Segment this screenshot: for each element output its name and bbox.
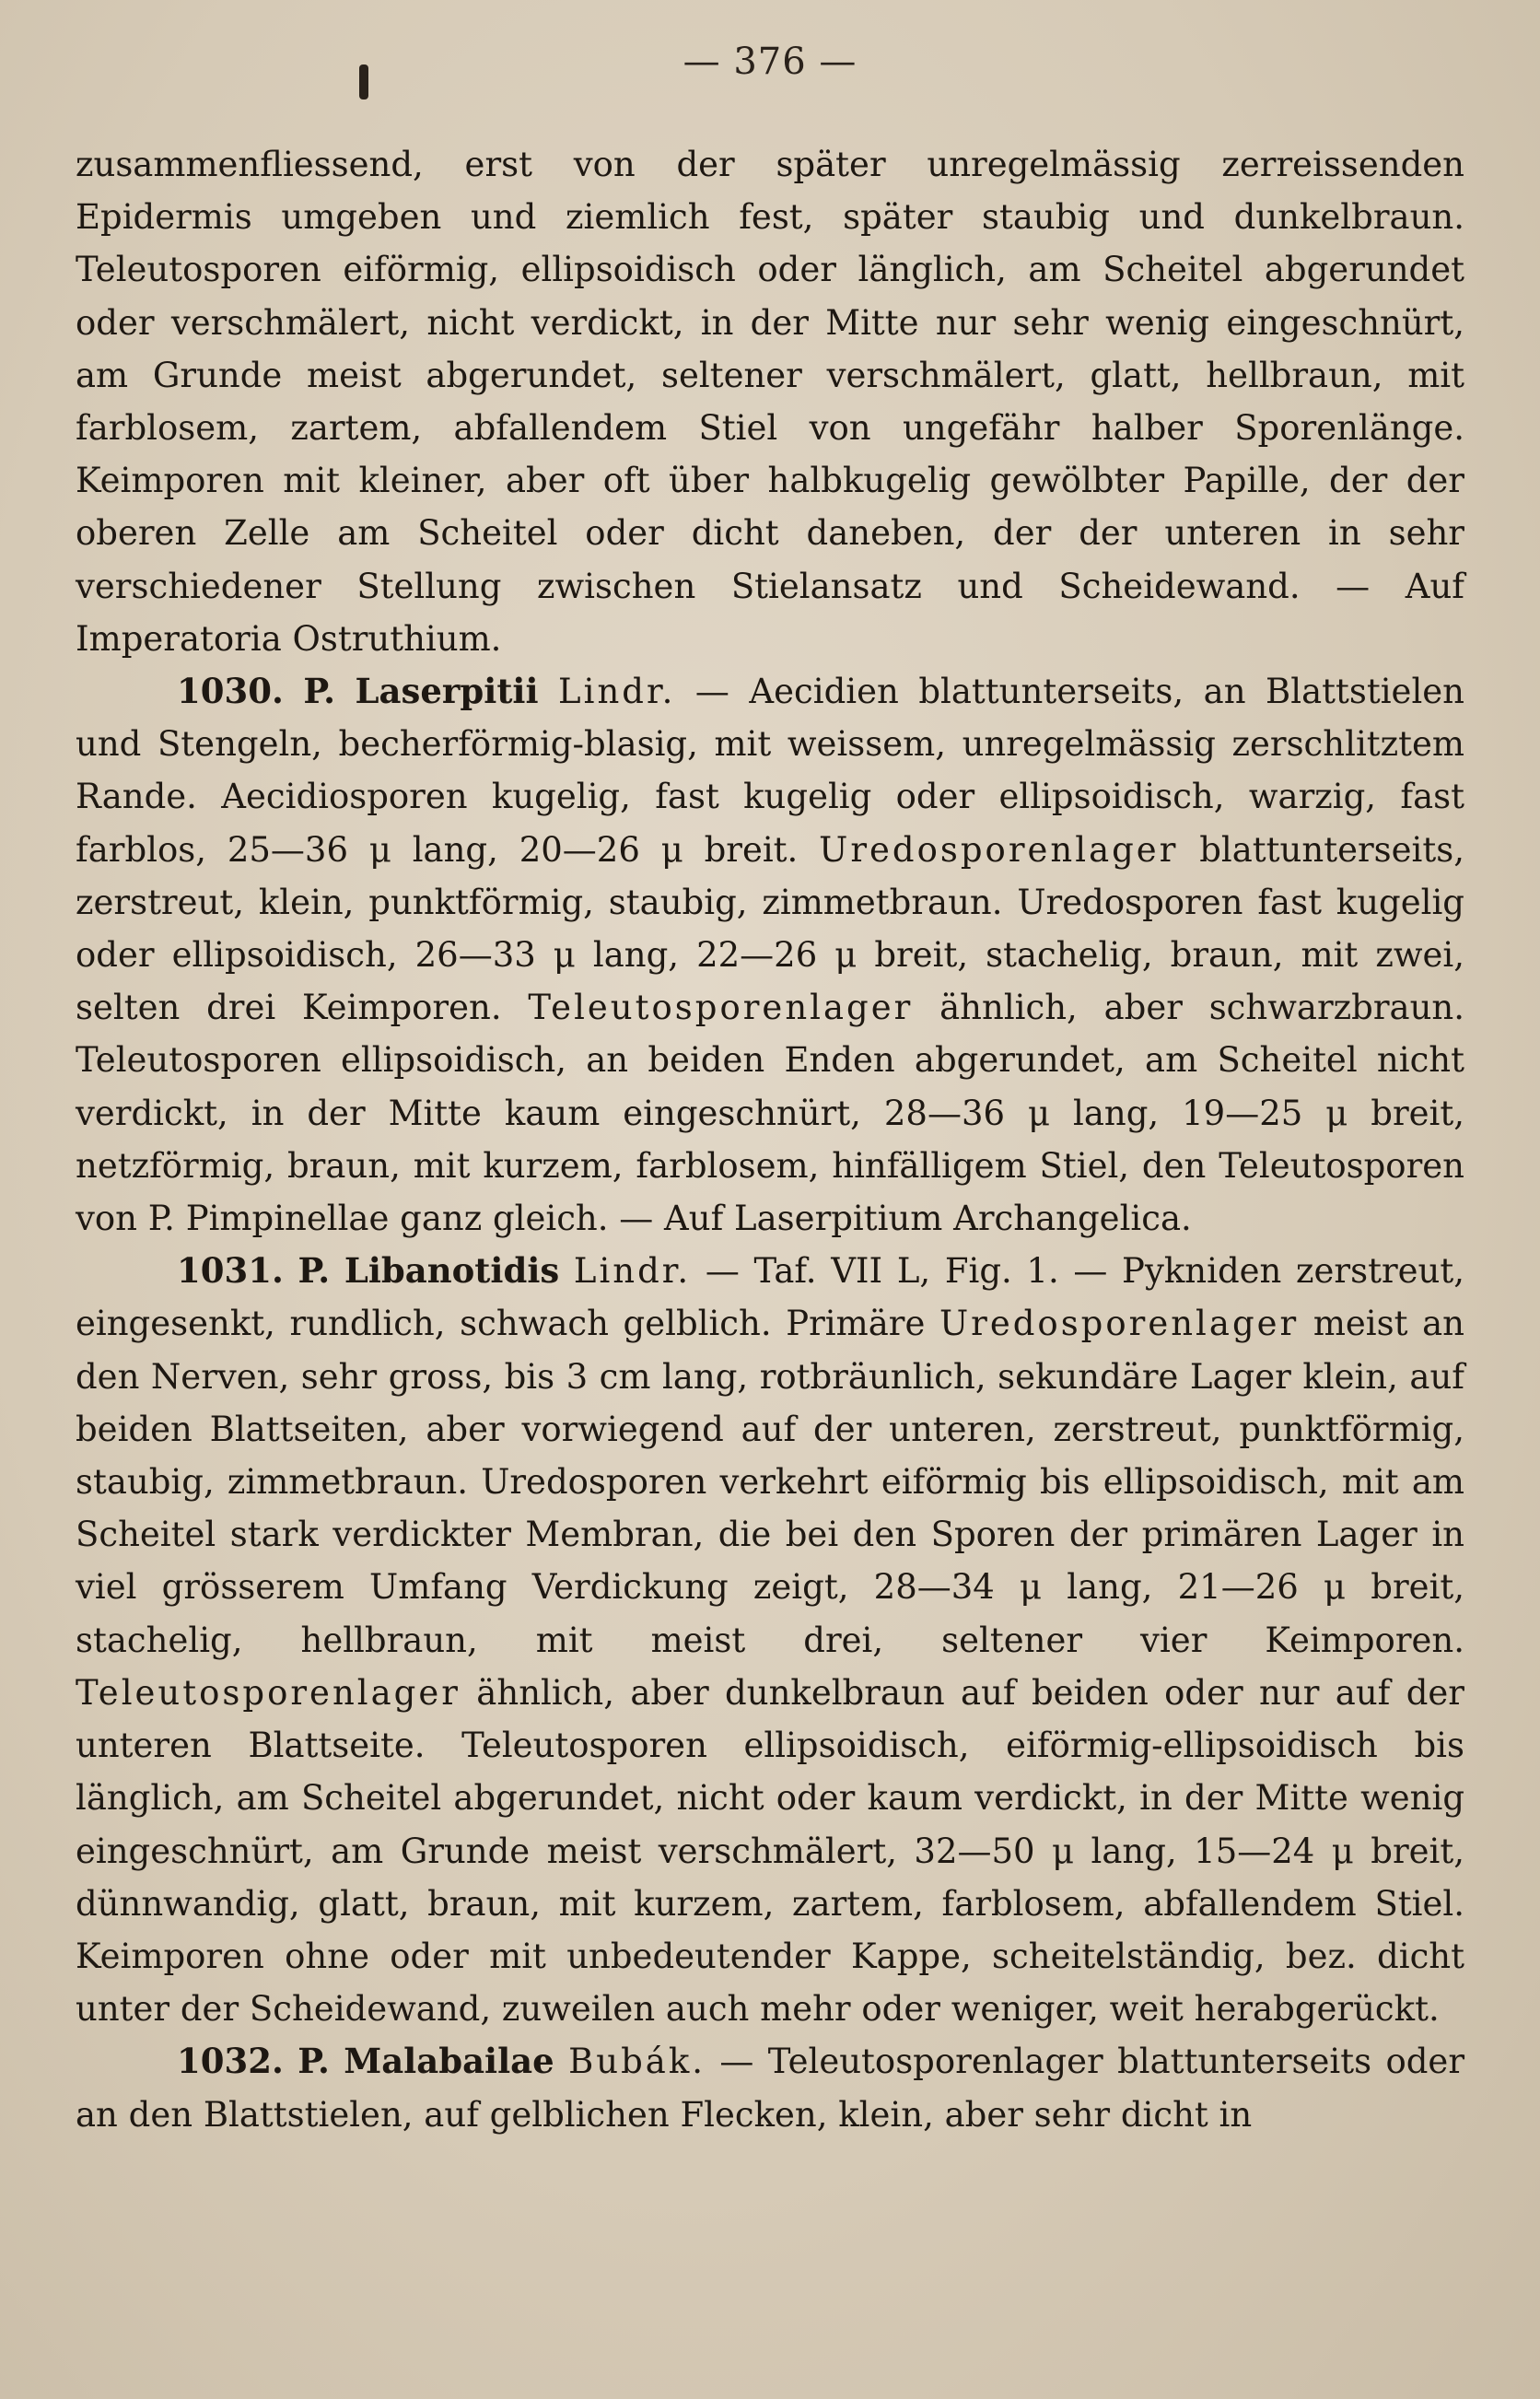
- spaced-term: Teleutosporenlager: [76, 1672, 461, 1713]
- species-name: Libanotidis: [344, 1250, 560, 1292]
- author-name: Bubák.: [568, 2042, 706, 2082]
- entry-1031: [76, 1245, 1464, 2035]
- author-name: Lindr.: [573, 1251, 692, 1292]
- genus-abbrev: P.: [298, 2041, 330, 2082]
- body-text: [76, 138, 1464, 2141]
- entry-number: 1032.: [177, 2041, 284, 2082]
- entry-1032: [76, 2035, 1464, 2140]
- entry-number: 1030.: [177, 671, 284, 712]
- entry-text: — Teleutosporenlager blattunterseits oder an den Blattstielen, auf gelblichen Flecken, klein, aber sehr dicht in: [76, 2042, 1465, 2135]
- entry-text: — Taf. VII L, Fig. 1. — Pykniden zerstreut, eingesenkt, rundlich, schwach gelblich. Primäre: [76, 1251, 1464, 1344]
- intro-paragraph: zusammenfliessend, erst von der später unregelmässig zerreissenden Epidermis umgeben und ziemlich fest, später staubig und dunkelbraun. Teleutosporen eiförmig, ellipsoidisch oder länglich, am Scheitel abgerundet oder verschmälert, nicht verdickt, in der Mitte nur sehr wenig eingeschnürt, am Grunde meist abgerundet, seltener verschmälert, glatt, hellbraun, mit farblosem, zartem, abfallendem Stiel von ungefähr halber Sporenlänge. Keimporen mit kleiner, aber oft über halbkugelig gewölbter Papille, der der oberen Zelle am Scheitel oder dicht daneben, der der unteren in sehr verschiedener Stellung zwischen Stielansatz und Scheidewand. — Auf Imperatoria Ostruthium.: [76, 145, 1464, 659]
- author-name: Lindr.: [558, 672, 676, 712]
- species-name: Malabailae: [344, 2041, 554, 2082]
- entry-text: ähnlich, aber schwarzbraun. Teleutosporen ellipsoidisch, an beiden Enden abgerundet, am Scheitel nicht verdickt, in der Mitte kaum eingeschnürt, 28—36 μ lang, 19—25 μ breit, netzförmig, braun, mit kurzem, farblosem, hinfälligem Stiel, den Teleutosporen von P. Pimpinellae ganz gleich. — Auf Laserpitium Archangelica.: [76, 988, 1464, 1239]
- entry-text: ähnlich, aber dunkelbraun auf beiden oder nur auf der unteren Blattseite. Teleutosporen ellipsoidisch, eiförmig-ellipsoidisch bis länglich, am Scheitel abgerundet, nicht oder kaum verdickt, in der Mitte wenig eingeschnürt, am Grunde meist verschmälert, 32—50 μ lang, 15—24 μ breit, dünnwandig, glatt, braun, mit kurzem, zartem, farblosem, abfallendem Stiel. Keimporen ohne oder mit unbedeutender Kappe, scheitelständig, bez. dicht unter der Scheidewand, zuweilen auch mehr oder weniger, weit herabgerückt.: [76, 1672, 1464, 2030]
- spaced-term: Uredosporenlager: [819, 829, 1179, 870]
- spaced-term: Teleutosporenlager: [528, 988, 914, 1028]
- spaced-term: Uredosporenlager: [939, 1304, 1300, 1344]
- entry-number: 1031.: [177, 1250, 284, 1292]
- entry-text: blattunterseits, zerstreut, klein, punktförmig, staubig, zimmetbraun. Uredosporen fast kugelig oder ellipsoidisch, 26—33 μ lang, 22—26 μ breit, stachelig, braun, mit zwei, selten drei Keimporen.: [76, 829, 1464, 1028]
- entry-text: — Aecidien blattunterseits, an Blattstielen und Stengeln, becherförmig-blasig, mit weissem, unregelmässig zerschlitztem Rande. Aecidiosporen kugelig, fast kugelig oder ellipsoidisch, warzig, fast farblos, 25—36 μ lang, 20—26 μ breit.: [76, 672, 1465, 870]
- genus-abbrev: P.: [298, 1250, 331, 1292]
- page-number: — 376 —: [682, 41, 858, 83]
- entry-1030: [76, 665, 1464, 1245]
- genus-abbrev: P.: [303, 671, 335, 712]
- species-name: Laserpitii: [355, 671, 539, 712]
- entry-text: meist an den Nerven, sehr gross, bis 3 cm lang, rotbräunlich, sekundäre Lager klein, auf beiden Blattseiten, aber vorwiegend auf der unteren, zerstreut, punktförmig, staubig, zimmetbraun. Uredosporen verkehrt eiförmig bis ellipsoidisch, mit am Scheitel stark verdickter Membran, die bei den Sporen der primären Lager in viel grösserem Umfang Verdickung zeigt, 28—34 μ lang, 21—26 μ breit, stachelig, hellbraun, mit meist drei, seltener vier Keimporen.: [76, 1304, 1464, 1660]
